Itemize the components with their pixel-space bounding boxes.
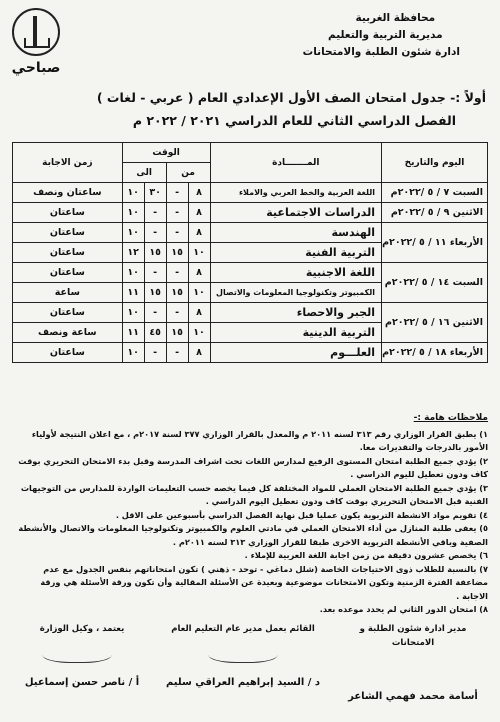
subject-cell: الكمبيوتر وتكنولوجيا المعلومات والاتصال <box>210 283 382 303</box>
note-item: ٥) يعفى طلبة المنازل من أداء الامتحان العملي في مادتي العلوم والكمبيوتر وتكنولوجيا المعلومات والاتصال والأنشطة الصفية وباقي الأنشطة التربوية الاخرى طبقا للقرار الوزاري ٣١٣ لسنه ٢٠١١م . <box>18 523 488 547</box>
schedule-title: أولاً :- جدول امتحان الصف الأول الإعدادي العام ( عربي - لغات ) <box>96 90 486 105</box>
handwritten-signature-icon <box>208 642 278 663</box>
note-item: ٦) يخصص عشرون دقيقة من زمن اجابة اللغة العربية للإملاء . <box>244 550 488 560</box>
header-to: الى <box>122 163 166 183</box>
note-item: ٢) يؤدي جميع الطلبة امتحان المستوى الرفيع لمدارس اللغات تحت اشراف المدرسة وقبل بدء الامتحان التحريري بوقت كاف ودون تعطيل لليوم الدراسي . <box>18 455 488 479</box>
to-hour: ١٠ <box>122 183 144 203</box>
note-item: ٣) يؤدي جميع الطلبة الامتحان العملي للمواد المختلفة كل فيما يخصه حسب التعليمات الواردة للمدارس من التوجيهات الفنية قبل الامتحان التحريري بوقت كاف ودون تعطيل اليوم الدراسي . <box>20 482 488 506</box>
to-hour: ١٠ <box>122 203 144 223</box>
signature-student-affairs <box>338 622 488 704</box>
header-from: من <box>166 163 210 183</box>
from-minute: - <box>166 263 188 283</box>
subject-cell: الهندسة <box>210 223 382 243</box>
from-minute: - <box>166 343 188 363</box>
to-hour: ١٢ <box>122 243 144 263</box>
from-hour: ١٠ <box>188 243 210 263</box>
signature-name: أسامة محمد فهمي الشاعر <box>348 691 478 702</box>
table-row <box>13 303 488 323</box>
signature-title: يعتمد ، وكيل الوزارة <box>39 624 125 634</box>
term-title: الفصل الدراسي الثاني للعام الدراسي ٢٠٢١ / ٢٠٢٢ م <box>132 113 456 128</box>
table-row <box>13 223 488 243</box>
from-minute: ١٥ <box>166 323 188 343</box>
from-hour: ١٠ <box>188 323 210 343</box>
to-hour: ١٠ <box>122 263 144 283</box>
department-name: ادارة شئون الطلبة والامتحانات <box>302 46 460 58</box>
note-item: ٤) تقويم مواد الانشطة التربوية يكون عمليا قبل نهاية الفصل الدراسي بأسبوعين على الاقل . <box>115 509 488 520</box>
logo <box>8 8 64 76</box>
titles <box>97 90 486 128</box>
duration-cell: ساعتان <box>13 203 123 223</box>
to-hour: ١٠ <box>122 303 144 323</box>
signature-undersecretary <box>12 622 152 690</box>
to-minute: - <box>144 203 166 223</box>
from-minute: ١٥ <box>166 243 188 263</box>
tower-logo-icon <box>12 8 60 56</box>
duration-cell: ساعتان <box>13 243 123 263</box>
signature-name: د / السيد إبراهيم العراقي سليم <box>165 677 321 688</box>
note-item: ٨) امتحان الدور الثاني لم يحدد موعده بعد. <box>319 604 488 614</box>
signature-general-director <box>158 622 328 690</box>
from-minute: - <box>166 303 188 323</box>
header-time: الوقت <box>122 143 210 163</box>
day-cell: السبت ١٤ / ٥ /٢٠٢٢م <box>382 263 488 303</box>
to-minute: ١٥ <box>144 283 166 303</box>
governorate-name: محافظة الغربية <box>355 12 436 24</box>
handwritten-signature-icon <box>42 642 112 663</box>
to-minute: ٣٠ <box>144 183 166 203</box>
subject-cell: العلـــوم <box>210 343 382 363</box>
to-minute: - <box>144 263 166 283</box>
from-hour: ٨ <box>188 203 210 223</box>
to-minute: - <box>144 343 166 363</box>
duration-cell: ساعتان <box>13 343 123 363</box>
notes-heading: ملاحظات هامة :- <box>413 413 488 423</box>
from-minute: ١٥ <box>166 283 188 303</box>
duration-cell: ساعتان <box>13 263 123 283</box>
from-hour: ٨ <box>188 223 210 243</box>
schedule-table <box>12 142 488 363</box>
duration-cell: ساعتان ونصف <box>13 183 123 203</box>
to-minute: ١٥ <box>144 243 166 263</box>
subject-cell: الجبر والاحصاء <box>210 303 382 323</box>
signature-title: مدير ادارة شئون الطلبة و الامتحانات <box>359 624 467 648</box>
from-minute: - <box>166 183 188 203</box>
signatures <box>12 622 488 717</box>
signature-title: القائم بعمل مدير عام التعليم العام <box>171 624 315 634</box>
note-item: ١) يطبق القرار الوزاري رقم ٣١٣ لسنه ٢٠١١ م والمعدل بالقرار الوزاري ٣٧٧ لسنة ٢٠١٧م ، مع اعلان النتيجة لأولياء الأمور بالدرجات والتقديرات معا. <box>31 428 488 452</box>
subject-cell: اللغة العربية والخط العربي والاملاء <box>210 183 382 203</box>
day-cell: الاثنين ٩ / ٥ /٢٠٢٢م <box>382 203 488 223</box>
note-item: ٧) بالنسبة للطلاب ذوى الاحتياجات الخاصة (شلل دماغي - توحد - ذهني ) تكون امتحاناتهم بنفس الجدول مع عدم مضاعفة الفترة الزمنية وتكون الامتحانات موضوعية وبعيدة عن الأسئلة المقالية وأن تكون ورقة الأسئلة هي ورقة الاجابة . <box>40 563 488 601</box>
day-cell: السبت ٧ / ٥ /٢٠٢٢م <box>382 183 488 203</box>
table-header-row <box>13 143 488 163</box>
to-hour: ١٠ <box>122 343 144 363</box>
from-hour: ١٠ <box>188 283 210 303</box>
header-subject: المـــــــادة <box>210 143 382 183</box>
from-hour: ٨ <box>188 343 210 363</box>
to-hour: ١١ <box>122 323 144 343</box>
from-minute: - <box>166 203 188 223</box>
to-minute: - <box>144 223 166 243</box>
subject-cell: التربية الدينية <box>210 323 382 343</box>
duration-cell: ساعتان <box>13 223 123 243</box>
subject-cell: الدراسات الاجتماعية <box>210 203 382 223</box>
duration-cell: ساعة ونصف <box>13 323 123 343</box>
signature-name: أ / ناصر حسن إسماعيل <box>24 677 140 688</box>
from-hour: ٨ <box>188 303 210 323</box>
day-cell: الأربعاء ١٨ / ٥ /٢٠٢٢م <box>382 343 488 363</box>
from-hour: ٨ <box>188 263 210 283</box>
duration-cell: ساعتان <box>13 303 123 323</box>
table-row <box>13 263 488 283</box>
from-hour: ٨ <box>188 183 210 203</box>
to-minute: ٤٥ <box>144 323 166 343</box>
day-cell: الأربعاء ١١ / ٥ /٢٠٢٢م <box>382 223 488 263</box>
header-duration: زمن الاجابة <box>13 143 123 183</box>
day-cell: الاثنين ١٦ / ٥ /٢٠٢٢م <box>382 303 488 343</box>
logo-text: صباحي <box>11 60 61 76</box>
subject-cell: اللغة الاجنبية <box>210 263 382 283</box>
from-minute: - <box>166 223 188 243</box>
to-hour: ١٠ <box>122 223 144 243</box>
to-hour: ١١ <box>122 283 144 303</box>
duration-cell: ساعة <box>13 283 123 303</box>
table-row <box>13 203 488 223</box>
notes-section <box>12 412 488 617</box>
subject-cell: التربية الفنية <box>210 243 382 263</box>
directorate-name: مديرية التربية والتعليم <box>327 29 443 41</box>
table-row <box>13 343 488 363</box>
header-day: اليوم والتاريخ <box>382 143 488 183</box>
table-row <box>13 183 488 203</box>
header-block <box>303 10 488 61</box>
to-minute: - <box>144 303 166 323</box>
